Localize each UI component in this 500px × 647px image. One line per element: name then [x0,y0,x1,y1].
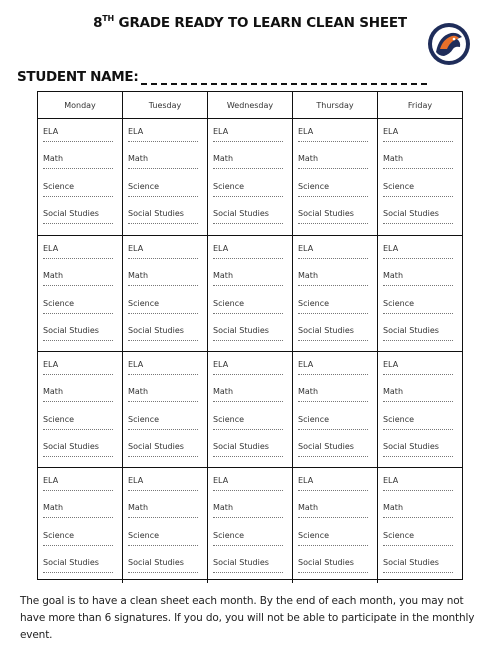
signature-line[interactable] [128,313,198,314]
week-row [38,235,462,351]
subject-label: Math [128,387,149,396]
subject-label: Social Studies [213,209,269,218]
subject-label: ELA [298,127,314,136]
day-header-row [38,92,462,119]
day-cell-wednesday [208,236,293,351]
signature-line[interactable] [213,429,283,430]
subject-label: ELA [43,244,59,253]
subject-label: Science [128,415,160,424]
signature-line[interactable] [128,141,198,142]
subject-label: ELA [213,244,229,253]
subject-label: Math [383,387,404,396]
day-cell-thursday [293,119,378,235]
subject-label: Social Studies [43,442,99,451]
signature-line[interactable] [128,285,198,286]
signature-line[interactable] [383,545,453,546]
signature-line[interactable] [213,223,283,224]
signature-line[interactable] [383,429,453,430]
signature-line[interactable] [298,572,368,573]
signature-line[interactable] [43,490,113,491]
subject-label: Math [213,271,234,280]
day-cell-tuesday [123,352,208,467]
signature-line[interactable] [383,168,453,169]
day-cell-friday [378,236,462,351]
subject-label: Math [43,154,64,163]
subject-label: Social Studies [383,326,439,335]
subject-label: Science [213,531,245,540]
subject-label: Social Studies [298,442,354,451]
mascot-logo [427,22,471,66]
subject-label: Science [128,299,160,308]
signature-line[interactable] [298,313,368,314]
signature-line[interactable] [43,374,113,375]
subject-label: Math [298,154,319,163]
signature-line[interactable] [43,401,113,402]
subject-label: Social Studies [298,209,354,218]
signature-line[interactable] [213,313,283,314]
signature-line[interactable] [383,258,453,259]
signature-line[interactable] [383,490,453,491]
subject-label: Science [128,531,160,540]
signature-line[interactable] [298,168,368,169]
subject-label: ELA [128,476,144,485]
signature-line[interactable] [298,545,368,546]
weekly-schedule-table [37,91,463,580]
signature-line[interactable] [43,456,113,457]
day-cell-monday [38,119,123,235]
signature-line[interactable] [128,196,198,197]
subject-label: Math [298,387,319,396]
signature-line[interactable] [43,517,113,518]
signature-line[interactable] [43,168,113,169]
subject-label: ELA [128,127,144,136]
subject-label: Math [383,503,404,512]
subject-label: Social Studies [128,209,184,218]
subject-label: Social Studies [383,558,439,567]
signature-line[interactable] [298,374,368,375]
subject-label: Social Studies [128,558,184,567]
signature-line[interactable] [43,223,113,224]
day-cell-wednesday [208,119,293,235]
signature-line[interactable] [213,401,283,402]
signature-line[interactable] [43,572,113,573]
signature-line[interactable] [298,429,368,430]
signature-line[interactable] [213,168,283,169]
subject-label: Math [383,271,404,280]
signature-line[interactable] [383,401,453,402]
subject-label: Science [43,182,75,191]
signature-line[interactable] [213,572,283,573]
student-name-field [17,69,427,85]
signature-line[interactable] [298,223,368,224]
subject-label: Math [128,154,149,163]
subject-label: ELA [128,244,144,253]
day-header-thursday: Thursday [293,92,378,118]
signature-line[interactable] [298,196,368,197]
signature-line[interactable] [213,517,283,518]
day-header-tuesday: Tuesday [123,92,208,118]
subject-label: Science [383,299,415,308]
subject-label: Math [128,503,149,512]
signature-line[interactable] [383,141,453,142]
subject-label: ELA [213,476,229,485]
subject-label: Social Studies [383,442,439,451]
signature-line[interactable] [43,545,113,546]
subject-label: Social Studies [383,209,439,218]
signature-line[interactable] [213,545,283,546]
subject-label: Social Studies [128,326,184,335]
subject-label: ELA [128,360,144,369]
subject-label: Science [298,299,330,308]
subject-label: Math [298,271,319,280]
signature-line[interactable] [43,196,113,197]
subject-label: ELA [213,360,229,369]
subject-label: Math [383,154,404,163]
signature-line[interactable] [383,313,453,314]
subject-label: Math [213,154,234,163]
day-cell-thursday [293,236,378,351]
day-cell-tuesday [123,468,208,583]
day-cell-friday [378,119,462,235]
subject-label: Science [213,415,245,424]
signature-line[interactable] [128,374,198,375]
subject-label: Social Studies [43,209,99,218]
subject-label: Social Studies [128,442,184,451]
subject-label: Science [298,415,330,424]
signature-line[interactable] [383,456,453,457]
signature-line[interactable] [128,340,198,341]
subject-label: Math [298,503,319,512]
signature-line[interactable] [128,168,198,169]
day-cell-monday [38,468,123,583]
signature-line[interactable] [383,517,453,518]
signature-line[interactable] [213,456,283,457]
subject-label: Math [43,387,64,396]
signature-line[interactable] [298,490,368,491]
subject-label: Math [213,503,234,512]
signature-line[interactable] [128,401,198,402]
day-cell-thursday [293,352,378,467]
day-cell-friday [378,468,462,583]
title-grade-number: 8 [93,15,103,31]
signature-line[interactable] [43,313,113,314]
subject-label: ELA [43,476,59,485]
signature-line[interactable] [128,572,198,573]
subject-label: Science [43,299,75,308]
subject-label: Science [383,182,415,191]
signature-line[interactable] [43,258,113,259]
signature-line[interactable] [383,223,453,224]
subject-label: ELA [383,244,399,253]
subject-label: Science [298,182,330,191]
subject-label: Math [43,271,64,280]
signature-line[interactable] [298,401,368,402]
signature-line[interactable] [298,285,368,286]
subject-label: ELA [383,476,399,485]
day-cell-thursday [293,468,378,583]
subject-label: Math [43,503,64,512]
subject-label: Social Studies [43,326,99,335]
signature-line[interactable] [213,490,283,491]
signature-line[interactable] [383,374,453,375]
subject-label: ELA [43,127,59,136]
subject-label: Social Studies [213,442,269,451]
subject-label: ELA [213,127,229,136]
student-name-line[interactable] [141,73,427,85]
day-cell-monday [38,352,123,467]
signature-line[interactable] [383,285,453,286]
subject-label: ELA [298,244,314,253]
signature-line[interactable] [383,572,453,573]
day-cell-tuesday [123,119,208,235]
day-header-wednesday: Wednesday [208,92,293,118]
subject-label: ELA [383,127,399,136]
signature-line[interactable] [43,285,113,286]
subject-label: Social Studies [298,326,354,335]
signature-line[interactable] [128,429,198,430]
signature-line[interactable] [383,340,453,341]
subject-label: ELA [383,360,399,369]
day-cell-wednesday [208,468,293,583]
subject-label: Science [383,531,415,540]
signature-line[interactable] [43,141,113,142]
signature-line[interactable] [128,545,198,546]
signature-line[interactable] [43,429,113,430]
subject-label: ELA [298,360,314,369]
subject-label: Social Studies [213,326,269,335]
signature-line[interactable] [128,490,198,491]
signature-line[interactable] [383,196,453,197]
footer-note: The goal is to have a clean sheet each month. By the end of each month, you may not have more than 6 signatures. If you do, you will not be able to participate in the monthly event. [20,595,475,641]
subject-label: Social Studies [298,558,354,567]
signature-line[interactable] [213,285,283,286]
signature-line[interactable] [128,258,198,259]
subject-label: ELA [298,476,314,485]
day-cell-wednesday [208,352,293,467]
day-cell-friday [378,352,462,467]
signature-line[interactable] [298,340,368,341]
signature-line[interactable] [298,517,368,518]
signature-line[interactable] [43,340,113,341]
subject-label: Science [213,182,245,191]
subject-label: Science [298,531,330,540]
day-cell-monday [38,236,123,351]
subject-label: Science [43,415,75,424]
signature-line[interactable] [213,141,283,142]
subject-label: ELA [43,360,59,369]
title-text: GRADE READY TO LEARN CLEAN SHEET [114,15,407,31]
week-row [38,119,462,235]
signature-line[interactable] [213,374,283,375]
subject-label: Social Studies [213,558,269,567]
subject-label: Science [213,299,245,308]
subject-label: Science [43,531,75,540]
signature-line[interactable] [128,456,198,457]
title-superscript: TH [102,14,115,23]
signature-line[interactable] [298,141,368,142]
subject-label: Science [128,182,160,191]
subject-label: Math [213,387,234,396]
page-title [0,14,500,31]
week-row [38,467,462,583]
signature-line[interactable] [298,456,368,457]
day-header-monday: Monday [38,92,123,118]
subject-label: Social Studies [43,558,99,567]
signature-line[interactable] [128,223,198,224]
signature-line[interactable] [128,517,198,518]
subject-label: Science [383,415,415,424]
signature-line[interactable] [213,196,283,197]
subject-label: Math [128,271,149,280]
signature-line[interactable] [213,340,283,341]
signature-line[interactable] [298,258,368,259]
day-header-friday: Friday [407,100,433,110]
student-name-label: STUDENT NAME: [17,69,139,85]
week-row [38,351,462,467]
day-cell-tuesday [123,236,208,351]
signature-line[interactable] [213,258,283,259]
